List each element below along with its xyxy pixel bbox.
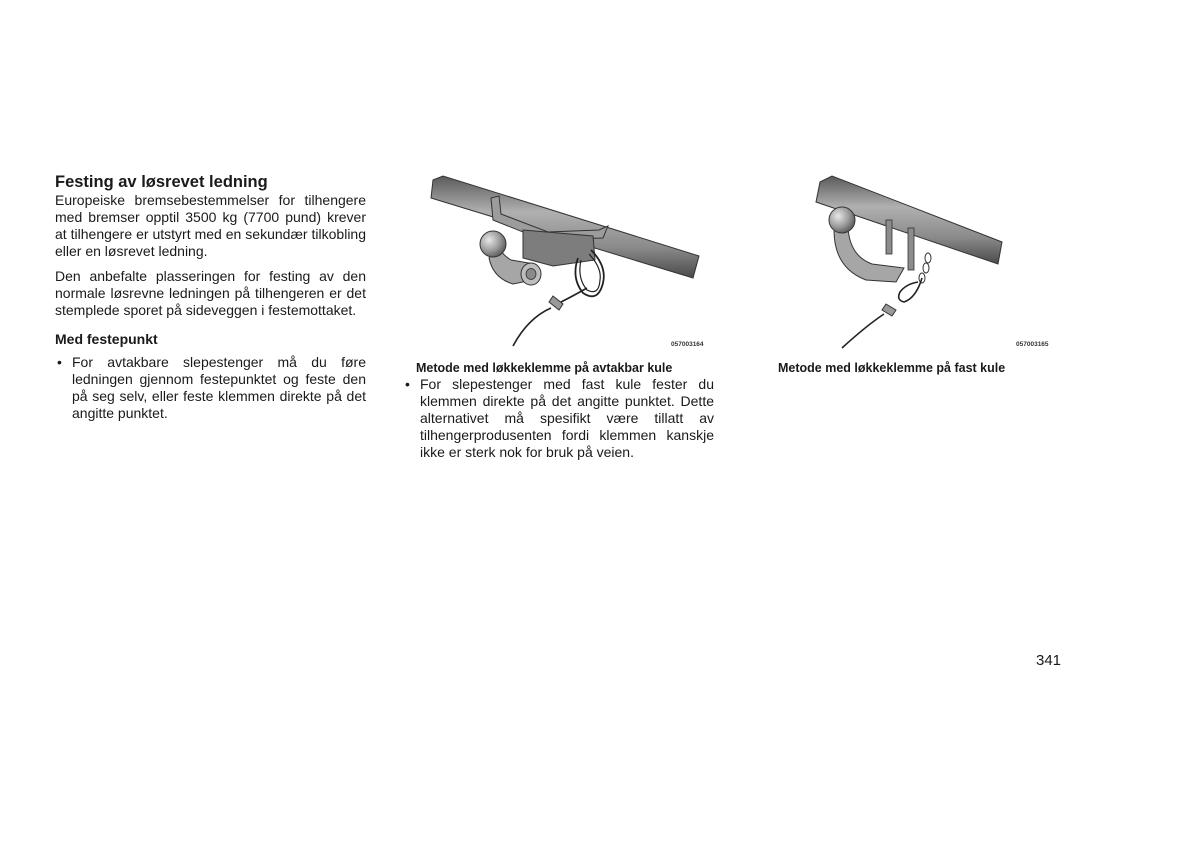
- subheading: Med festepunkt: [55, 331, 158, 347]
- figure-code: 057003164: [671, 341, 704, 348]
- bullet-text: For avtakbare slepestenger må du føre ledningen gjennom festepunktet og feste den på seg selv, eller feste klemmen direkte på det angitte punktet.: [72, 354, 366, 421]
- bullet-text: For slepestenger med fast kule fester du klemmen direkte på det angitte punktet. Dette alternativet må spesifikt være tillatt av tilhengerprodusenten fordi klemmen kanskje ikke er sterk nok for bruk på veien.: [420, 376, 714, 460]
- figure-fixed-ball: [776, 168, 1066, 353]
- right-column: [776, 168, 1066, 376]
- figure-caption: Metode med løkkeklemme på fast kule: [778, 361, 1006, 375]
- bullet-item: [403, 376, 714, 461]
- figure-removable-ball: [403, 168, 714, 353]
- figure-code: 057003165: [1016, 341, 1049, 348]
- page-number: 341: [1036, 652, 1062, 669]
- bullet-glyph: •: [57, 354, 62, 370]
- bullet-item: [55, 354, 366, 422]
- figure-caption: Metode med løkkeklemme på avtakbar kule: [416, 361, 673, 375]
- placement-paragraph: Den anbefalte plasseringen for festing av den normale løsrevne ledningen på tilhengeren er det stemplede sporet på sideveggen i festemottaket.: [55, 268, 366, 318]
- fixed-ball-hitch-illustration: [776, 168, 1066, 353]
- intro-paragraph: Europeiske bremsebestemmelser for tilhengere med bremser opptil 3500 kg (7700 pund) krever at tilhengere er utstyrt med en sekundær tilkobling eller en løsrevet ledning.: [55, 192, 366, 259]
- section-title: Festing av løsrevet ledning: [55, 173, 268, 191]
- middle-column: [403, 168, 714, 461]
- left-column: [55, 172, 366, 422]
- removable-ball-hitch-illustration: [403, 168, 714, 353]
- bullet-list-left: [55, 354, 366, 422]
- bullet-glyph: •: [405, 376, 410, 392]
- bullet-list-mid: [403, 376, 714, 461]
